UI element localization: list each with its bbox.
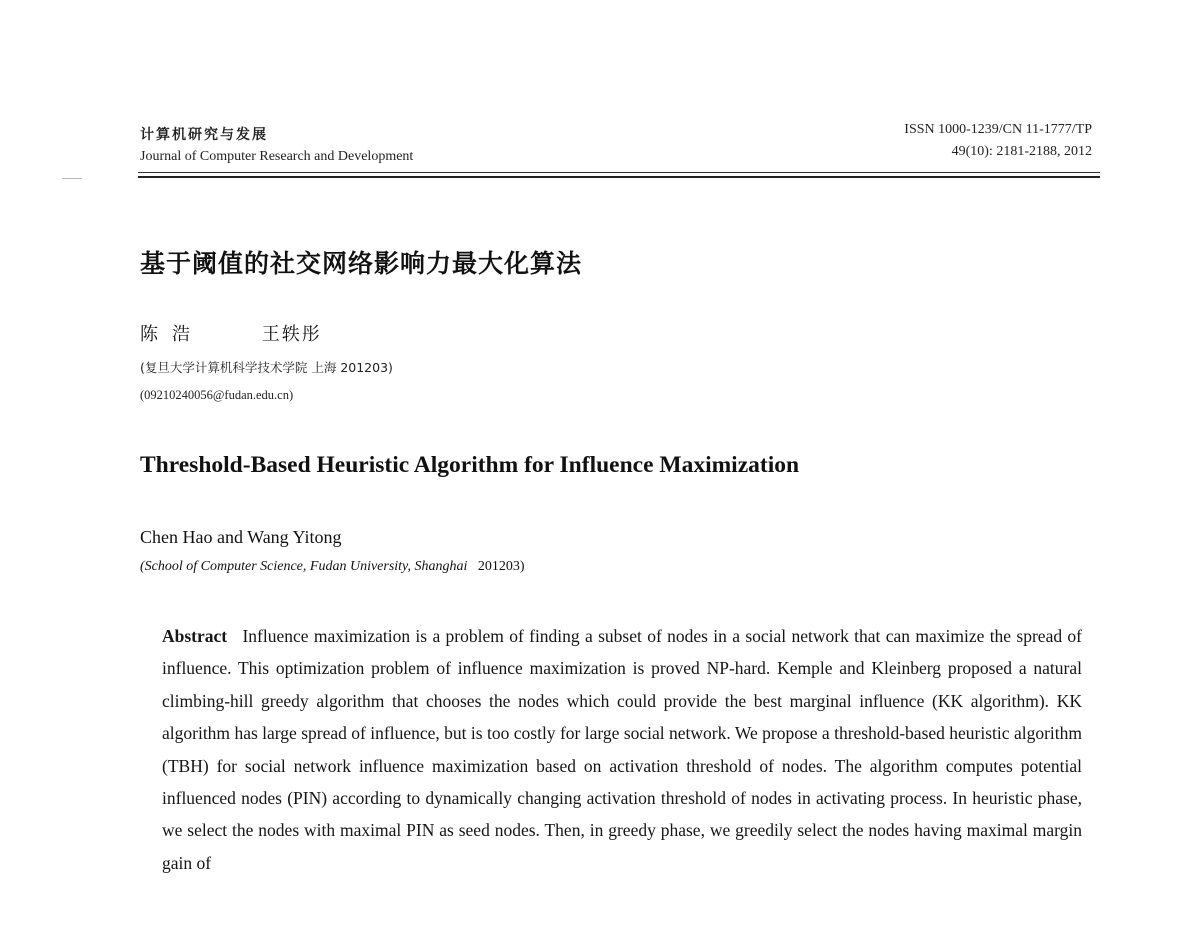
abstract-paragraph xyxy=(162,620,1082,879)
journal-header-right xyxy=(904,122,1092,160)
affiliation-cn: (复旦大学计算机科学技术学院 上海 201203) xyxy=(140,360,393,375)
scan-mark xyxy=(62,178,82,179)
paper-title-cn: 基于阈值的社交网络影响力最大化算法 xyxy=(140,249,583,278)
issn: ISSN 1000-1239/CN 11-1777/TP xyxy=(904,122,1092,137)
abstract-text: Influence maximization is a problem of finding a subset of nodes in a social network that can maximize the spread of influence. This optimization problem of influence maximization is proved NP-hard. Kemple and Kleinberg proposed a natural climbing-hill greedy algorithm that chooses the nodes which could provide the best marginal influence (KK algorithm). KK algorithm has large spread of influence, but is too costly for large social network. We propose a threshold-based heuristic algorithm (TBH) for social network influence maximization based on activation threshold of nodes. The algorithm computes potential influenced nodes (PIN) according to dynamically changing activation threshold of nodes in activating process. In heuristic phase, we select the nodes with maximal PIN as seed nodes. Then, in greedy phase, we greedily select the nodes having maximal margin gain of xyxy=(162,626,1082,873)
authors-en: Chen Hao and Wang Yitong xyxy=(140,527,342,547)
authors-cn xyxy=(140,320,322,346)
paper-title-en: Threshold-Based Heuristic Algorithm for Influence Maximization xyxy=(140,452,800,478)
author-1-cn: 陈浩 xyxy=(140,324,204,345)
affiliation-en-zip: 201203) xyxy=(477,559,525,574)
journal-header-left xyxy=(140,124,413,165)
author-2-cn: 王轶彤 xyxy=(261,324,322,345)
author-email: (09210240056@fudan.edu.cn) xyxy=(140,388,294,402)
journal-name-en: Journal of Computer Research and Development xyxy=(140,149,414,164)
affiliation-en xyxy=(140,559,525,575)
affiliation-en-text: (School of Computer Science, Fudan University, Shanghai xyxy=(140,559,468,574)
volume-pages: 49(10): 2181-2188, 2012 xyxy=(951,144,1092,159)
abstract-label: Abstract xyxy=(162,626,228,646)
journal-name-cn: 计算机研究与发展 xyxy=(140,127,268,143)
header-rule-thick xyxy=(138,176,1100,178)
header-rule-thin xyxy=(138,172,1100,173)
